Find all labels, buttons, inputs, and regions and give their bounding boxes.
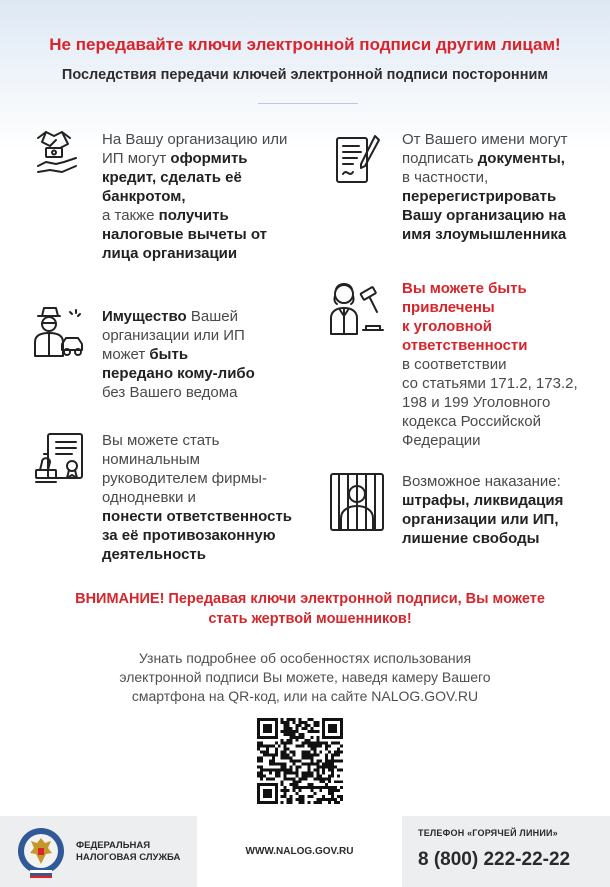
- hotline-label: ТЕЛЕФОН «ГОРЯЧЕЙ ЛИНИИ»: [418, 828, 558, 838]
- footer-website-link[interactable]: WWW.NALOG.GOV.RU: [245, 846, 354, 857]
- qr-code-icon[interactable]: [257, 718, 343, 804]
- page-subtitle: Последствия передачи ключей электронной подписи посторонним: [61, 67, 549, 83]
- documents-text: От Вашего имени могут подписать документы, в частности, перерегистрировать Вашу организацию на имя злоумышленника: [402, 131, 568, 243]
- stamp-certificate-icon: [34, 432, 84, 488]
- fns-org-name: ФЕДЕРАЛЬНАЯ НАЛОГОВАЯ СЛУЖБА: [76, 840, 181, 863]
- fraud-warning: ВНИМАНИЕ! Передавая ключи электронной подписи, Вы можете стать жертвой мошенников!: [75, 591, 545, 627]
- fns-emblem-icon: [16, 826, 66, 878]
- judge-gavel-icon: [329, 280, 385, 336]
- thief-car-icon: [32, 306, 86, 358]
- hotline-phone-number[interactable]: 8 (800) 222-22-22: [418, 849, 571, 870]
- header-divider: [258, 103, 358, 104]
- qr-modules: [257, 718, 343, 804]
- credit-text: На Вашу организацию или ИП могут оформить кредит, сделать её банкротом, а также получить налоговые вычеты от лица организации: [102, 131, 288, 262]
- prison-bars-icon: [329, 472, 385, 532]
- page-title: Не передавайте ключи электронной подписи другим лицам!: [49, 35, 561, 54]
- handshake-money-icon: [36, 128, 80, 174]
- nominal-text: Вы можете стать номинальным руководителем фирмы- однодневки и понести ответственность за её противозаконную деятельность: [102, 432, 293, 563]
- document-pen-icon: [335, 132, 381, 186]
- punishment-text: Возможное наказание: штрафы, ликвидация организации или ИП, лишение свободы: [402, 473, 564, 547]
- property-text: Имущество Вашей организации или ИП может быть передано кому-либо без Вашего ведома: [102, 308, 255, 401]
- more-info-text: Узнать подробнее об особенностях использования электронной подписи Вы можете, наведя камеру Вашего смартфона на QR-код, или на сайте NALOG.GOV.RU: [119, 650, 491, 704]
- criminal-text: Вы можете быть привлечены к уголовной ответственности в соответствии со статьями 171.2, 173.2, 198 и 199 Уголовного кодекса Российской Федерации: [402, 280, 578, 449]
